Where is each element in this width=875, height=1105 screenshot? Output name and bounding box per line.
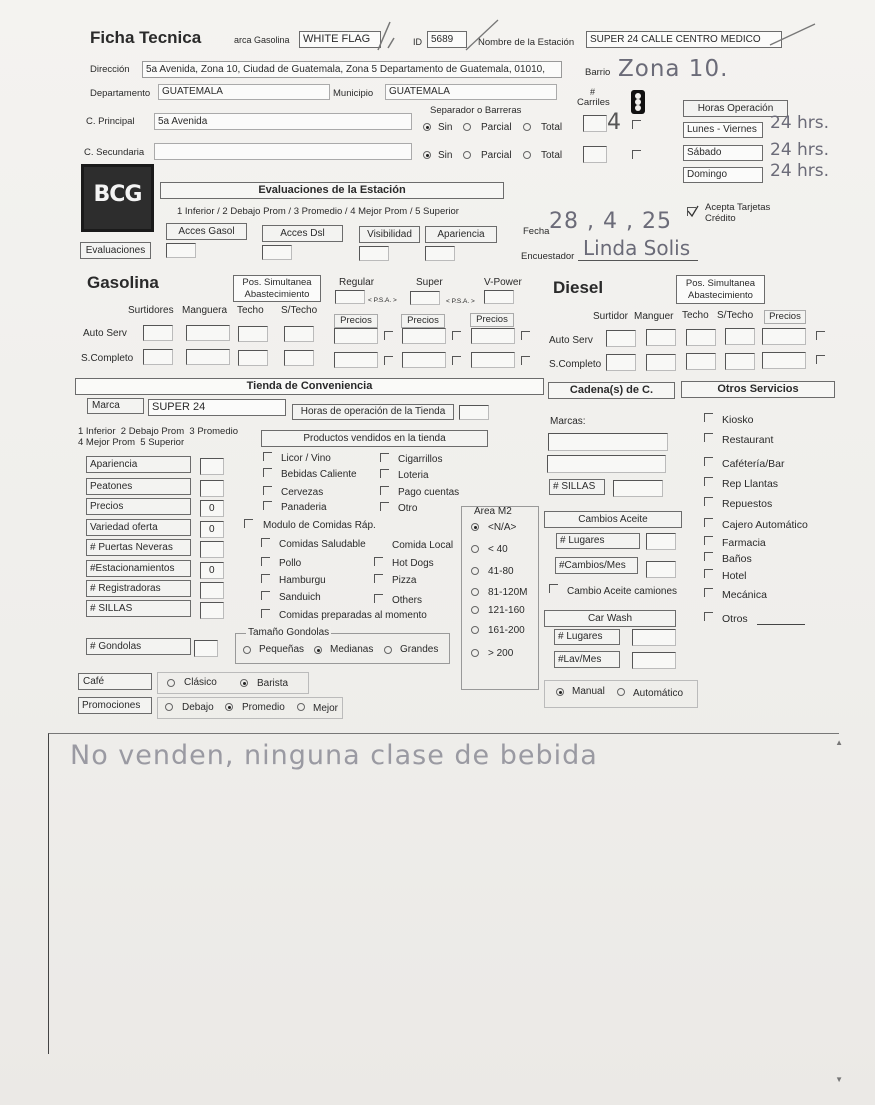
tarjetas-label: Acepta Tarjetas Crédito xyxy=(705,202,771,224)
fecha-label: Fecha xyxy=(523,226,550,237)
tienda-field-value[interactable] xyxy=(200,480,224,497)
diesel-row-auto-serv: Auto Serv xyxy=(549,335,593,346)
principal-parcial-label: Parcial xyxy=(481,122,512,133)
direccion-label: Dirección xyxy=(90,64,130,75)
comida-checkbox[interactable] xyxy=(261,609,270,618)
cadena-sillas-label: # SILLAS xyxy=(549,479,605,495)
area-title: Area M2 xyxy=(474,506,512,517)
tienda-field-label: Precios xyxy=(86,498,191,515)
area-label: < 40 xyxy=(488,544,508,555)
fuel-vpower-label: V-Power xyxy=(484,277,522,288)
gas-scomp-precio-vpower[interactable] xyxy=(471,352,515,368)
cafe-clasico-label: Clásico xyxy=(184,677,217,688)
gas-scomp-vpower-checkbox[interactable] xyxy=(521,356,530,365)
area-label: 121-160 xyxy=(488,605,525,616)
acces-dsl-button[interactable]: Acces Dsl xyxy=(262,225,343,242)
gondola-label: Pequeñas xyxy=(259,644,305,655)
producto-label: Cigarrillos xyxy=(398,454,443,465)
cafe-clasico-radio[interactable] xyxy=(167,679,175,687)
marcas-field-1[interactable] xyxy=(548,433,668,451)
gas-col-surtidores: Surtidores xyxy=(128,305,174,316)
producto-checkbox[interactable] xyxy=(263,468,272,477)
tarjetas-checkmark-icon xyxy=(686,205,700,219)
nombre-estacion-label: Nombre de la Estación xyxy=(478,37,575,48)
psa-super-field[interactable] xyxy=(410,291,440,305)
gas-scomp-stecho[interactable] xyxy=(284,350,314,366)
secundaria-sin-radio[interactable] xyxy=(423,151,431,159)
otro-servicio-label: Otros xyxy=(722,613,748,625)
tienda-field-value[interactable] xyxy=(200,582,224,599)
otro-servicio-label: Farmacia xyxy=(722,537,766,549)
psa-regular-field[interactable] xyxy=(335,290,365,304)
precios-vpower-header: Precios xyxy=(470,313,514,327)
comida-local-label: Comida Local xyxy=(392,540,454,551)
area-label: 161-200 xyxy=(488,625,525,636)
c-secundaria-field[interactable] xyxy=(154,143,412,160)
c-secundaria-label: C. Secundaria xyxy=(84,147,145,158)
bcg-logo-text: BCG xyxy=(93,182,142,207)
diesel-col-stecho: S/Techo xyxy=(717,310,754,321)
barrio-label: Barrio xyxy=(585,67,611,78)
marcas-field-2[interactable] xyxy=(547,455,666,473)
carriles-secundaria-field[interactable] xyxy=(583,146,607,163)
tienda-field-label: Variedad oferta xyxy=(86,519,191,536)
tienda-scale: 1 Inferior 2 Debajo Prom 3 Promedio 4 Mejor Prom 5 Superior xyxy=(78,426,238,448)
comida-label: Comidas Saludable xyxy=(279,539,366,550)
bcg-logo xyxy=(81,164,154,232)
area-radio[interactable] xyxy=(471,545,479,553)
id-field[interactable]: 5689 xyxy=(427,31,467,48)
form-title: Ficha Tecnica xyxy=(90,28,202,47)
departamento-label: Departamento xyxy=(90,88,151,99)
diesel-col-precios: Precios xyxy=(764,310,806,324)
gas-scomp-techo[interactable] xyxy=(238,350,268,366)
diesel-auto-techo[interactable] xyxy=(686,329,716,346)
producto-label: Panaderia xyxy=(281,502,327,513)
gas-row-auto-serv: Auto Serv xyxy=(83,328,127,339)
diesel-scomp-stecho[interactable] xyxy=(725,353,755,370)
fecha-handwritten: 28 , 4 , 25 xyxy=(549,209,672,234)
gas-row-s-completo: S.Completo xyxy=(81,353,134,364)
area-radio[interactable] xyxy=(471,626,479,634)
tienda-field-value[interactable] xyxy=(200,602,224,619)
horas-lunes-viernes-value: 24 hrs. xyxy=(770,113,830,133)
gas-col-techo: Techo xyxy=(237,305,264,316)
tienda-field-value[interactable] xyxy=(200,541,224,558)
barrio-handwritten: Zona 10. xyxy=(618,56,729,82)
horas-lunes-viernes-label: Lunes - Viernes xyxy=(683,122,763,138)
cafe-barista-label: Barista xyxy=(257,678,289,689)
diesel-scomp-surtidor[interactable] xyxy=(606,354,636,371)
aceite-camiones-checkbox[interactable] xyxy=(549,584,558,593)
otro-servicio-checkbox[interactable] xyxy=(704,497,713,506)
wash-automatico-radio[interactable] xyxy=(617,688,625,696)
area-radio[interactable] xyxy=(471,588,479,596)
municipio-label: Municipio xyxy=(333,88,374,99)
producto-checkbox[interactable] xyxy=(263,486,272,495)
notes-handwritten: No venden, ninguna clase de bebida xyxy=(70,740,598,771)
diesel-col-manguer: Manguer xyxy=(634,311,674,322)
c-principal-field[interactable]: 5a Avenida xyxy=(154,113,412,130)
departamento-field[interactable]: GUATEMALA xyxy=(158,84,330,100)
diesel-col-surtidor: Surtidor xyxy=(593,311,629,322)
gasolina-pos-simultanea: Pos. Simultanea Abastecimiento xyxy=(233,275,321,302)
area-radio[interactable] xyxy=(471,606,479,614)
evaluaciones-title: Evaluaciones de la Estación xyxy=(160,182,504,199)
aceite-lugares-field[interactable] xyxy=(646,533,676,550)
otro-servicio-label: Baños xyxy=(722,553,752,565)
comida-label: Hot Dogs xyxy=(392,558,434,569)
carriles-principal-field[interactable] xyxy=(583,115,607,132)
promo-debajo-label: Debajo xyxy=(182,702,214,713)
cafe-barista-radio[interactable] xyxy=(240,679,248,687)
wash-automatico-label: Automático xyxy=(633,688,684,699)
pen-strike-marks xyxy=(370,10,820,60)
otro-servicio-label: Cafétería/Bar xyxy=(722,458,785,470)
otro-servicio-label: Repuestos xyxy=(722,498,773,510)
producto-label: Pago cuentas xyxy=(398,487,460,498)
otro-servicio-checkbox[interactable] xyxy=(704,612,713,621)
tienda-field-label: Apariencia xyxy=(86,456,191,473)
otro-servicio-checkbox[interactable] xyxy=(704,413,713,422)
comida-label: Others xyxy=(392,595,423,606)
horas-tienda-button[interactable]: Horas de operación de la Tienda xyxy=(292,404,454,420)
diesel-title: Diesel xyxy=(553,278,604,297)
modulo-comidas-checkbox[interactable] xyxy=(244,519,253,528)
producto-checkbox[interactable] xyxy=(380,453,389,462)
traffic-light-icon xyxy=(627,89,649,115)
producto-checkbox[interactable] xyxy=(380,502,389,511)
tienda-field-label: # Puertas Neveras xyxy=(86,539,191,556)
encuestador-label: Encuestador xyxy=(521,251,575,262)
diesel-scomp-manguer[interactable] xyxy=(646,354,676,371)
comida-label: Sanduich xyxy=(279,592,321,603)
secundaria-total-radio[interactable] xyxy=(523,151,531,159)
encuestador-handwritten: Linda Solis xyxy=(583,236,691,260)
area-frame xyxy=(461,506,539,690)
area-label: 41-80 xyxy=(488,566,514,577)
otro-servicio-label: Mecánica xyxy=(722,589,767,601)
acces-gasol-button[interactable]: Acces Gasol xyxy=(166,223,247,240)
gondolas-title: Tamaño Gondolas xyxy=(248,627,330,638)
horas-sabado-label: Sábado xyxy=(683,145,763,161)
gondola-radio[interactable] xyxy=(384,646,392,654)
fuel-regular-label: Regular xyxy=(339,277,375,288)
area-radio[interactable] xyxy=(471,649,479,657)
otro-servicio-label: Kiosko xyxy=(722,414,754,426)
promo-promedio-label: Promedio xyxy=(242,702,285,713)
diesel-scomp-checkbox[interactable] xyxy=(816,355,825,364)
carriles-secundaria-checkbox[interactable] xyxy=(632,150,641,159)
gas-auto-manguera[interactable] xyxy=(186,325,230,341)
principal-parcial-radio[interactable] xyxy=(463,123,471,131)
horas-sabado-value: 24 hrs. xyxy=(770,140,830,160)
carriles-handwritten: 4 xyxy=(607,110,621,135)
diesel-auto-precio[interactable] xyxy=(762,328,806,345)
modulo-comidas-label: Modulo de Comidas Ráp. xyxy=(263,520,376,531)
producto-label: Otro xyxy=(398,503,418,514)
tienda-field-label: # SILLAS xyxy=(86,600,191,617)
tienda-field-value[interactable]: 0 xyxy=(200,500,224,517)
visibilidad-button[interactable]: Visibilidad xyxy=(359,226,420,243)
notes-area[interactable] xyxy=(48,733,843,1084)
diesel-auto-surtidor[interactable] xyxy=(606,330,636,347)
comida-label: Comidas preparadas al momento xyxy=(279,610,427,621)
horas-operacion-button[interactable]: Horas Operación xyxy=(683,100,788,117)
otro-servicio-label: Restaurant xyxy=(722,434,774,446)
car-wash-title: Car Wash xyxy=(544,610,676,627)
tienda-field-value[interactable] xyxy=(194,640,218,657)
gas-auto-regular-checkbox[interactable] xyxy=(384,331,393,340)
horas-tienda-field[interactable] xyxy=(459,405,489,420)
comida-checkbox[interactable] xyxy=(261,591,270,600)
gas-col-stecho: S/Techo xyxy=(281,305,318,316)
cambios-mes-label: #Cambios/Mes xyxy=(555,557,638,574)
comida-label: Hamburgu xyxy=(279,575,326,586)
comida-label: Pizza xyxy=(392,575,417,586)
psa-regular-label: < P.S.A. > xyxy=(368,297,397,304)
tienda-field-label: # Gondolas xyxy=(86,638,191,655)
tienda-marca-field[interactable]: SUPER 24 xyxy=(148,399,286,416)
otro-servicio-label: Rep Llantas xyxy=(722,478,779,490)
diesel-scomp-precio[interactable] xyxy=(762,352,806,369)
diesel-col-techo: Techo xyxy=(682,310,709,321)
gas-scomp-surtidores[interactable] xyxy=(143,349,173,365)
diesel-scomp-techo[interactable] xyxy=(686,353,716,370)
evaluaciones-button[interactable]: Evaluaciones xyxy=(80,242,151,259)
apariencia-button[interactable]: Apariencia xyxy=(425,226,497,243)
fuel-super-label: Super xyxy=(416,277,443,288)
comida-checkbox[interactable] xyxy=(261,574,270,583)
comida-checkbox[interactable] xyxy=(374,557,383,566)
tienda-field-value[interactable] xyxy=(200,458,224,475)
producto-label: Bebidas Caliente xyxy=(281,469,357,480)
eval-acces-gasol-field[interactable] xyxy=(166,243,196,258)
gas-auto-precio-regular[interactable] xyxy=(334,328,378,344)
cadena-sillas-field[interactable] xyxy=(613,480,663,497)
psa-super-label: < P.S.A. > xyxy=(446,298,475,305)
c-principal-label: C. Principal xyxy=(86,116,135,127)
gas-scomp-regular-checkbox[interactable] xyxy=(384,356,393,365)
producto-checkbox[interactable] xyxy=(263,452,272,461)
cambios-aceite-title: Cambios Aceite xyxy=(544,511,682,528)
productos-title: Productos vendidos en la tienda xyxy=(261,430,488,447)
lav-mes-field[interactable] xyxy=(632,652,676,669)
scroll-down-icon[interactable]: ▼ xyxy=(835,1075,843,1084)
gas-auto-precio-super[interactable] xyxy=(402,328,446,344)
promo-promedio-radio[interactable] xyxy=(225,703,233,711)
otro-servicio-checkbox[interactable] xyxy=(704,518,713,527)
comida-checkbox[interactable] xyxy=(261,557,270,566)
marcas-label: Marcas: xyxy=(550,416,586,427)
gondola-label: Grandes xyxy=(400,644,439,655)
gas-auto-precio-vpower[interactable] xyxy=(471,328,515,344)
otro-servicio-checkbox[interactable] xyxy=(704,433,713,442)
secundaria-total-label: Total xyxy=(541,150,563,161)
encuestador-line xyxy=(578,260,698,261)
secundaria-parcial-radio[interactable] xyxy=(463,151,471,159)
promociones-label: Promociones xyxy=(78,697,152,714)
otro-servicio-checkbox[interactable] xyxy=(704,536,713,545)
evaluaciones-scale: 1 Inferior / 2 Debajo Prom / 3 Promedio / 4 Mejor Prom / 5 Superior xyxy=(177,206,459,217)
promo-mejor-label: Mejor xyxy=(313,703,339,714)
carwash-lugares-field[interactable] xyxy=(632,629,676,646)
diesel-auto-checkbox[interactable] xyxy=(816,331,825,340)
producto-checkbox[interactable] xyxy=(263,501,272,510)
aceite-lugares-label: # Lugares xyxy=(556,533,640,549)
principal-total-radio[interactable] xyxy=(523,123,531,131)
cafe-label: Café xyxy=(78,673,152,690)
precios-regular-header: Precios xyxy=(334,314,378,328)
tienda-field-label: # Registradoras xyxy=(86,580,191,597)
carwash-lugares-label: # Lugares xyxy=(554,629,620,645)
marca-gasolina-field[interactable]: WHITE FLAG xyxy=(299,31,381,48)
principal-total-label: Total xyxy=(541,122,563,133)
cambios-mes-field[interactable] xyxy=(646,561,676,578)
producto-label: Licor / Vino xyxy=(281,453,331,464)
carriles-label: Carriles xyxy=(577,97,610,108)
eval-visibilidad-field[interactable] xyxy=(359,246,389,261)
gasolina-title: Gasolina xyxy=(87,273,159,292)
tienda-marca-label: Marca xyxy=(87,398,144,414)
separador-label: Separador o Barreras xyxy=(430,105,522,116)
psa-vpower-field[interactable] xyxy=(484,290,514,304)
comida-label: Pollo xyxy=(279,558,302,569)
municipio-field[interactable]: GUATEMALA xyxy=(385,84,557,100)
horas-domingo-label: Domingo xyxy=(683,167,763,183)
otro-servicio-checkbox[interactable] xyxy=(704,457,713,466)
horas-domingo-value: 24 hrs. xyxy=(770,161,830,181)
direccion-field[interactable]: 5a Avenida, Zona 10, Ciudad de Guatemala, Zona 5 Departamento de Guatemala, 01010, xyxy=(142,61,562,78)
otro-servicio-checkbox[interactable] xyxy=(704,588,713,597)
secundaria-parcial-label: Parcial xyxy=(481,150,512,161)
comida-checkbox[interactable] xyxy=(374,594,383,603)
gas-scomp-precio-super[interactable] xyxy=(402,352,446,368)
aceite-camiones-label: Cambio Aceite camiones xyxy=(567,586,678,597)
gas-auto-vpower-checkbox[interactable] xyxy=(521,331,530,340)
eval-acces-dsl-field[interactable] xyxy=(262,245,292,260)
gondola-radio[interactable] xyxy=(243,646,251,654)
otro-servicio-checkbox[interactable] xyxy=(704,569,713,578)
gas-auto-surtidores[interactable] xyxy=(143,325,173,341)
producto-checkbox[interactable] xyxy=(380,469,389,478)
carriles-principal-checkbox[interactable] xyxy=(632,120,641,129)
gas-auto-stecho[interactable] xyxy=(284,326,314,342)
diesel-pos-simultanea: Pos. Simultanea Abastecimiento xyxy=(676,275,765,304)
promo-mejor-radio[interactable] xyxy=(297,703,305,711)
marca-gasolina-label: arca Gasolina xyxy=(234,35,290,45)
otro-servicio-label: Cajero Automático xyxy=(722,519,808,531)
otros-servicios-title: Otros Servicios xyxy=(681,381,835,398)
principal-sin-radio[interactable] xyxy=(423,123,431,131)
otro-servicio-label: Hotel xyxy=(722,570,747,582)
tienda-field-label: #Estacionamientos xyxy=(86,560,191,577)
gas-col-manguera: Manguera xyxy=(182,305,228,316)
cadena-title: Cadena(s) de C. xyxy=(548,382,675,399)
tienda-title: Tienda de Conveniencia xyxy=(75,378,544,395)
comida-checkbox[interactable] xyxy=(374,574,383,583)
promo-debajo-radio[interactable] xyxy=(165,703,173,711)
tienda-field-value[interactable]: 0 xyxy=(200,521,224,538)
producto-label: Loteria xyxy=(398,470,429,481)
carriles-hash: # xyxy=(590,87,596,97)
area-label: > 200 xyxy=(488,648,514,659)
tienda-field-value[interactable]: 0 xyxy=(200,562,224,579)
otro-servicio-checkbox[interactable] xyxy=(704,477,713,486)
precios-super-header: Precios xyxy=(401,314,445,328)
area-radio[interactable] xyxy=(471,567,479,575)
wash-manual-radio[interactable] xyxy=(556,688,564,696)
nombre-estacion-field[interactable]: SUPER 24 CALLE CENTRO MEDICO xyxy=(586,31,782,48)
gas-scomp-manguera[interactable] xyxy=(186,349,230,365)
principal-sin-label: Sin xyxy=(438,122,453,133)
wash-manual-label: Manual xyxy=(572,686,605,697)
gondola-label: Medianas xyxy=(330,644,374,655)
area-radio[interactable] xyxy=(471,523,479,531)
gondola-radio[interactable] xyxy=(314,646,322,654)
gas-auto-techo[interactable] xyxy=(238,326,268,342)
gas-auto-super-checkbox[interactable] xyxy=(452,331,461,340)
area-label: <N/A> xyxy=(488,522,517,533)
tienda-field-label: Peatones xyxy=(86,478,191,495)
lav-mes-label: #Lav/Mes xyxy=(554,651,620,668)
gas-scomp-super-checkbox[interactable] xyxy=(452,356,461,365)
scroll-up-icon[interactable]: ▲ xyxy=(835,738,843,747)
comida-checkbox[interactable] xyxy=(261,538,270,547)
diesel-auto-stecho[interactable] xyxy=(725,328,755,345)
producto-label: Cervezas xyxy=(281,487,324,498)
producto-checkbox[interactable] xyxy=(380,486,389,495)
gas-scomp-precio-regular[interactable] xyxy=(334,352,378,368)
eval-apariencia-field[interactable] xyxy=(425,246,455,261)
secundaria-sin-label: Sin xyxy=(438,150,453,161)
diesel-row-s-completo: S.Completo xyxy=(549,359,602,370)
diesel-auto-manguer[interactable] xyxy=(646,329,676,346)
area-label: 81-120M xyxy=(488,587,528,598)
otros-underline xyxy=(757,624,805,625)
otro-servicio-checkbox[interactable] xyxy=(704,552,713,561)
id-label: ID xyxy=(413,37,422,47)
